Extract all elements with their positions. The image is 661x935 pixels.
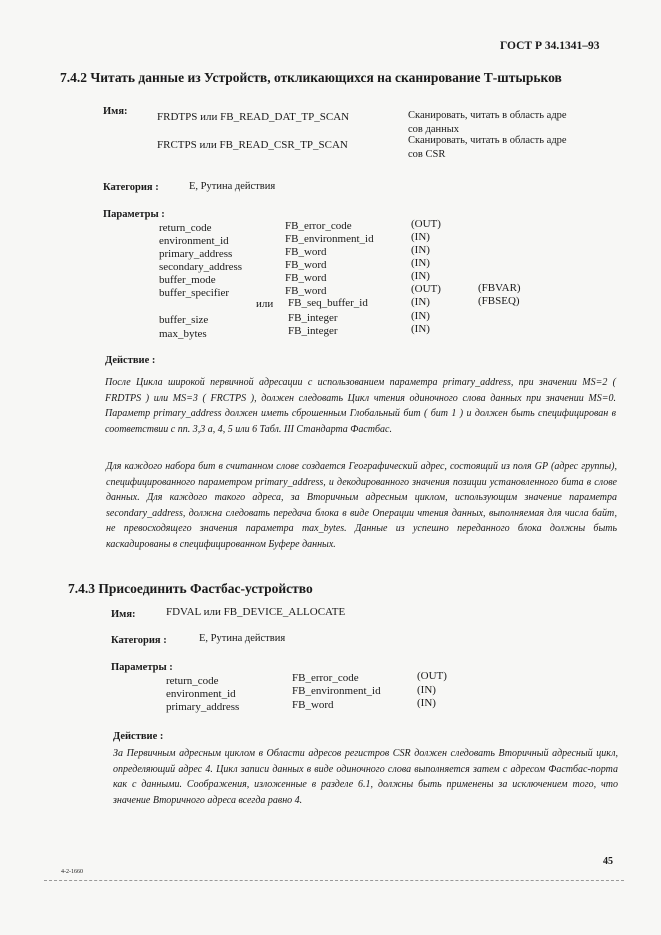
param-alt: (FBVAR) <box>478 282 521 294</box>
param-type: FB_environment_id <box>292 685 381 697</box>
action-paragraph: Для каждого набора бит в считанном слове создается Географический адрес, состоящий из поля GP (адрес группы), специфицированного параметром primary_address, и декодированного значения позиции установленного бита в слове данных. Для каждого такого адреса, за Вторичным адресным циклом, использующим значение параметра secondary_address, должна следовать передача блока в виде Операции чтения данных, выполняемая для числа байт, не превосходящего значения параметра max_bytes. Данные из успешно переданного блока должны быть каскадированы в специфицированном Буфере данных. <box>106 461 617 550</box>
param-name: max_bytes <box>159 328 207 340</box>
param-dir: (IN) <box>411 257 430 269</box>
routine-desc: Сканировать, читать в область адре <box>408 135 567 146</box>
param-type: FB_error_code <box>285 220 352 232</box>
param-name: secondary_address <box>159 261 243 273</box>
category-value: Е, Рутина действия <box>189 181 276 192</box>
param-type: FB_word <box>285 285 327 297</box>
param-dir: (OUT) <box>411 283 441 295</box>
category-value: Е, Рутина действия <box>199 633 286 644</box>
routine-desc: Сканировать, читать в область адре <box>408 110 567 121</box>
params-label: Параметры : <box>111 662 173 673</box>
param-dir: (IN) <box>411 244 430 256</box>
action-label: Действие : <box>113 731 164 742</box>
param-dir: (IN) <box>411 231 430 243</box>
print-code: 4-2-1660 <box>61 869 83 875</box>
param-type: FB_integer <box>288 325 338 337</box>
routine-name: FDVAL или FB_DEVICE_ALLOCATE <box>166 606 346 618</box>
param-name: primary_address <box>159 248 233 260</box>
page-number: 45 <box>603 856 613 867</box>
doc-code: ГОСТ Р 34.1341–93 <box>500 40 600 52</box>
name-label: Имя: <box>103 106 128 117</box>
param-name: buffer_mode <box>159 274 216 286</box>
param-type: FB_word <box>285 246 327 258</box>
action-paragraph: За Первичным адресным циклом в Области адресов регистров CSR должен следовать Вторичный адресный цикл, определяющий адрес 4. Цикл записи данных в виде одиночного слова выполняется затем с адресом Фастбас-порта как с данными. Соображения, изложенные в разделе 6.1, должны быть применены за исключением того, что значение Вторичного адреса всегда равно 4. <box>113 748 618 806</box>
param-dir: (IN) <box>417 684 436 696</box>
section-743-title: 7.4.3 Присоединить Фастбас-устройство <box>68 581 313 596</box>
param-dir: (IN) <box>417 697 436 709</box>
page-bottom-rule <box>44 880 624 881</box>
routine-name: FRCTPS или FB_READ_CSR_TP_SCAN <box>157 139 348 151</box>
param-or: или <box>256 298 274 310</box>
param-name: buffer_specifier <box>159 287 230 299</box>
params-label: Параметры : <box>103 209 165 220</box>
param-alt: (FBSEQ) <box>478 295 520 307</box>
param-type: FB_integer <box>288 312 338 324</box>
category-label: Категория : <box>103 182 159 193</box>
action-paragraph: После Цикла широкой первичной адресации с использованием параметра primary_address, при значении MS=2 ( FRDTPS ) или MS=3 ( FRCTPS ), должен следовать Цикл чтения одиночного слова данных при значении MS=0. Параметр primary_address должен иметь сброшенным Глобальный бит ( бит 1 ) и должен быть специфицирован в соответствии с пп. 3,3 а, 4, 5 или 6 Табл. III Стандарта Фастбас. <box>105 377 616 435</box>
param-type: FB_error_code <box>292 672 359 684</box>
param-type: FB_word <box>292 699 334 711</box>
param-dir: (OUT) <box>417 670 447 682</box>
category-label: Категория : <box>111 635 167 646</box>
param-name: environment_id <box>166 688 236 700</box>
param-dir: (OUT) <box>411 218 441 230</box>
routine-desc: сов данных <box>408 124 460 135</box>
action-label: Действие : <box>105 355 156 366</box>
param-dir: (IN) <box>411 310 430 322</box>
param-dir: (IN) <box>411 296 430 308</box>
section-742-title: 7.4.2 Читать данные из Устройств, откликающихся на сканирование Т-штырьков <box>60 70 562 85</box>
routine-desc: сов CSR <box>408 149 446 160</box>
param-dir: (IN) <box>411 323 430 335</box>
param-name: environment_id <box>159 235 229 247</box>
param-type: FB_seq_buffer_id <box>288 297 368 309</box>
param-type: FB_environment_id <box>285 233 374 245</box>
param-type: FB_word <box>285 259 327 271</box>
routine-name: FRDTPS или FB_READ_DAT_TP_SCAN <box>157 111 350 123</box>
param-name: return_code <box>159 222 212 234</box>
param-type: FB_word <box>285 272 327 284</box>
param-dir: (IN) <box>411 270 430 282</box>
param-name: buffer_size <box>159 314 209 326</box>
name-label: Имя: <box>111 609 136 620</box>
param-name: return_code <box>166 675 219 687</box>
param-name: primary_address <box>166 701 240 713</box>
